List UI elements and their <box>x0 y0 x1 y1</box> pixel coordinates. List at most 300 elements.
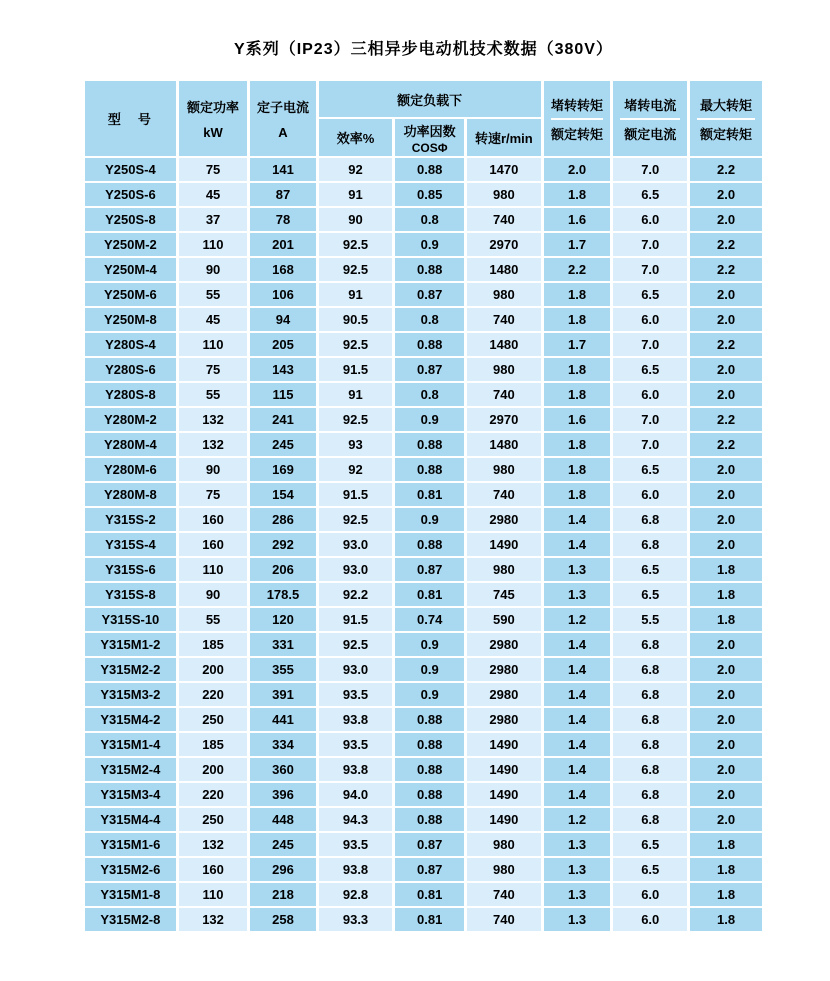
locked-torque-cell: 1.4 <box>544 708 611 731</box>
locked-current-cell: 7.0 <box>613 333 687 356</box>
model-cell: Y315M2-4 <box>85 758 176 781</box>
efficiency-cell: 93.5 <box>319 833 393 856</box>
rated-power-cell: 160 <box>179 858 248 881</box>
locked-current-cell: 5.5 <box>613 608 687 631</box>
max-torque-cell: 2.0 <box>690 683 762 706</box>
header-locked-torque-denominator: 额定转矩 <box>551 126 604 142</box>
stator-current-cell: 355 <box>250 658 315 681</box>
stator-current-cell: 286 <box>250 508 315 531</box>
speed-cell: 980 <box>467 183 541 206</box>
page <box>82 0 765 933</box>
max-torque-cell: 2.2 <box>690 333 762 356</box>
page-title: Y系列（IP23）三相异步电动机技术数据（380V） <box>234 41 613 58</box>
rated-power-cell: 110 <box>179 883 248 906</box>
speed-cell: 980 <box>467 458 541 481</box>
model-cell: Y280M-2 <box>85 408 176 431</box>
header-model: 型 号 <box>85 81 176 156</box>
efficiency-cell: 93.5 <box>319 733 393 756</box>
max-torque-cell: 1.8 <box>690 558 762 581</box>
locked-torque-cell: 1.2 <box>544 608 611 631</box>
speed-cell: 1490 <box>467 783 541 806</box>
power-factor-cell: 0.88 <box>395 433 464 456</box>
locked-current-cell: 7.0 <box>613 433 687 456</box>
rated-power-cell: 160 <box>179 533 248 556</box>
model-cell: Y315M2-2 <box>85 658 176 681</box>
table-row <box>85 408 762 431</box>
stator-current-cell: 106 <box>250 283 315 306</box>
locked-torque-cell: 1.4 <box>544 758 611 781</box>
table-row <box>85 658 762 681</box>
efficiency-cell: 93.0 <box>319 658 393 681</box>
table-row <box>85 733 762 756</box>
efficiency-cell: 93.8 <box>319 758 393 781</box>
stator-current-cell: 168 <box>250 258 315 281</box>
power-factor-cell: 0.9 <box>395 683 464 706</box>
motor-data-table <box>82 79 765 933</box>
power-factor-cell: 0.9 <box>395 508 464 531</box>
model-cell: Y280S-4 <box>85 333 176 356</box>
locked-torque-cell: 1.6 <box>544 408 611 431</box>
header-locked-current-ratio <box>613 81 687 156</box>
stator-current-cell: 201 <box>250 233 315 256</box>
table-row <box>85 383 762 406</box>
stator-current-cell: 245 <box>250 433 315 456</box>
rated-power-cell: 220 <box>179 783 248 806</box>
power-factor-cell: 0.88 <box>395 758 464 781</box>
model-cell: Y315M1-6 <box>85 833 176 856</box>
power-factor-cell: 0.87 <box>395 558 464 581</box>
rated-power-cell: 45 <box>179 183 248 206</box>
speed-cell: 980 <box>467 858 541 881</box>
speed-cell: 745 <box>467 583 541 606</box>
model-cell: Y250S-6 <box>85 183 176 206</box>
model-cell: Y315M3-2 <box>85 683 176 706</box>
table-row <box>85 433 762 456</box>
locked-current-cell: 6.5 <box>613 283 687 306</box>
rated-power-cell: 132 <box>179 408 248 431</box>
model-cell: Y280S-6 <box>85 358 176 381</box>
power-factor-cell: 0.81 <box>395 483 464 506</box>
table-row <box>85 683 762 706</box>
locked-torque-cell: 1.4 <box>544 533 611 556</box>
stator-current-cell: 292 <box>250 533 315 556</box>
max-torque-cell: 2.0 <box>690 308 762 331</box>
rated-power-cell: 75 <box>179 358 248 381</box>
stator-current-cell: 245 <box>250 833 315 856</box>
header-locked-current-denominator: 额定电流 <box>624 126 677 142</box>
table-row <box>85 608 762 631</box>
locked-current-cell: 6.8 <box>613 533 687 556</box>
stator-current-cell: 206 <box>250 558 315 581</box>
rated-power-cell: 132 <box>179 908 248 931</box>
max-torque-cell: 1.8 <box>690 858 762 881</box>
model-cell: Y315M2-8 <box>85 908 176 931</box>
stator-current-cell: 78 <box>250 208 315 231</box>
power-factor-cell: 0.88 <box>395 708 464 731</box>
speed-cell: 980 <box>467 358 541 381</box>
header-stator-current-label: 定子电流 <box>256 100 309 115</box>
speed-cell: 1490 <box>467 808 541 831</box>
model-cell: Y280S-8 <box>85 383 176 406</box>
speed-cell: 2980 <box>467 508 541 531</box>
speed-cell: 2980 <box>467 683 541 706</box>
locked-current-cell: 6.8 <box>613 683 687 706</box>
rated-power-cell: 37 <box>179 208 248 231</box>
locked-torque-cell: 1.3 <box>544 583 611 606</box>
power-factor-cell: 0.88 <box>395 533 464 556</box>
max-torque-cell: 1.8 <box>690 583 762 606</box>
locked-current-cell: 6.0 <box>613 208 687 231</box>
efficiency-cell: 92.5 <box>319 508 393 531</box>
max-torque-cell: 2.2 <box>690 408 762 431</box>
power-factor-cell: 0.81 <box>395 908 464 931</box>
max-torque-cell: 2.0 <box>690 458 762 481</box>
speed-cell: 1480 <box>467 333 541 356</box>
power-factor-cell: 0.9 <box>395 633 464 656</box>
table-row <box>85 533 762 556</box>
locked-current-cell: 6.5 <box>613 183 687 206</box>
locked-torque-cell: 1.4 <box>544 783 611 806</box>
rated-power-cell: 90 <box>179 258 248 281</box>
locked-current-cell: 6.5 <box>613 458 687 481</box>
header-speed: 转速r/min <box>467 119 541 156</box>
speed-cell: 2980 <box>467 658 541 681</box>
stator-current-cell: 115 <box>250 383 315 406</box>
efficiency-cell: 92 <box>319 458 393 481</box>
locked-torque-cell: 1.8 <box>544 433 611 456</box>
table-row <box>85 758 762 781</box>
max-torque-cell: 1.8 <box>690 608 762 631</box>
efficiency-cell: 93 <box>319 433 393 456</box>
locked-torque-cell: 1.4 <box>544 733 611 756</box>
locked-torque-cell: 1.6 <box>544 208 611 231</box>
model-cell: Y315S-10 <box>85 608 176 631</box>
rated-power-cell: 75 <box>179 483 248 506</box>
stator-current-cell: 241 <box>250 408 315 431</box>
rated-power-cell: 110 <box>179 558 248 581</box>
locked-torque-cell: 1.8 <box>544 483 611 506</box>
table-body <box>85 158 762 931</box>
efficiency-cell: 92.5 <box>319 408 393 431</box>
max-torque-cell: 1.8 <box>690 833 762 856</box>
header-rated-power-unit: kW <box>203 125 223 140</box>
power-factor-cell: 0.74 <box>395 608 464 631</box>
efficiency-cell: 92 <box>319 158 393 181</box>
locked-torque-cell: 1.4 <box>544 508 611 531</box>
locked-torque-cell: 1.3 <box>544 908 611 931</box>
model-cell: Y250M-6 <box>85 283 176 306</box>
efficiency-cell: 92.5 <box>319 258 393 281</box>
rated-power-cell: 90 <box>179 458 248 481</box>
max-torque-cell: 2.0 <box>690 483 762 506</box>
locked-torque-cell: 1.3 <box>544 558 611 581</box>
speed-cell: 740 <box>467 908 541 931</box>
efficiency-cell: 91.5 <box>319 358 393 381</box>
rated-power-cell: 200 <box>179 758 248 781</box>
max-torque-cell: 2.0 <box>690 633 762 656</box>
table-row <box>85 158 762 181</box>
model-cell: Y315M4-4 <box>85 808 176 831</box>
table-row <box>85 483 762 506</box>
speed-cell: 740 <box>467 383 541 406</box>
model-cell: Y315S-4 <box>85 533 176 556</box>
max-torque-cell: 2.2 <box>690 258 762 281</box>
max-torque-cell: 1.8 <box>690 883 762 906</box>
max-torque-cell: 2.0 <box>690 383 762 406</box>
locked-torque-cell: 1.8 <box>544 358 611 381</box>
header-rated-power-label: 额定功率 <box>187 100 240 115</box>
stator-current-cell: 154 <box>250 483 315 506</box>
efficiency-cell: 92.8 <box>319 883 393 906</box>
max-torque-cell: 1.8 <box>690 908 762 931</box>
header-stator-current-unit: A <box>278 125 288 140</box>
max-torque-cell: 2.0 <box>690 758 762 781</box>
model-cell: Y250S-4 <box>85 158 176 181</box>
locked-current-cell: 6.0 <box>613 908 687 931</box>
model-cell: Y250M-2 <box>85 233 176 256</box>
model-cell: Y315M1-8 <box>85 883 176 906</box>
locked-current-cell: 6.0 <box>613 483 687 506</box>
model-cell: Y250M-4 <box>85 258 176 281</box>
locked-current-cell: 6.5 <box>613 358 687 381</box>
header-max-torque-numerator: 最大转矩 <box>697 95 755 120</box>
locked-torque-cell: 1.8 <box>544 283 611 306</box>
locked-torque-cell: 2.0 <box>544 158 611 181</box>
table-row <box>85 908 762 931</box>
model-cell: Y315S-2 <box>85 508 176 531</box>
stator-current-cell: 205 <box>250 333 315 356</box>
locked-current-cell: 6.8 <box>613 808 687 831</box>
stator-current-cell: 141 <box>250 158 315 181</box>
model-cell: Y315M3-4 <box>85 783 176 806</box>
table-row <box>85 183 762 206</box>
header-efficiency: 效率% <box>319 119 393 156</box>
stator-current-cell: 441 <box>250 708 315 731</box>
locked-current-cell: 7.0 <box>613 233 687 256</box>
stator-current-cell: 218 <box>250 883 315 906</box>
locked-torque-cell: 1.3 <box>544 858 611 881</box>
rated-power-cell: 110 <box>179 333 248 356</box>
header-rated-load-group: 额定负载下 <box>319 81 541 117</box>
speed-cell: 980 <box>467 558 541 581</box>
rated-power-cell: 75 <box>179 158 248 181</box>
efficiency-cell: 94.3 <box>319 808 393 831</box>
power-factor-cell: 0.88 <box>395 733 464 756</box>
stator-current-cell: 331 <box>250 633 315 656</box>
locked-torque-cell: 2.2 <box>544 258 611 281</box>
table-row <box>85 283 762 306</box>
efficiency-cell: 91.5 <box>319 483 393 506</box>
power-factor-cell: 0.87 <box>395 833 464 856</box>
table-header <box>85 81 762 156</box>
stator-current-cell: 296 <box>250 858 315 881</box>
locked-current-cell: 6.0 <box>613 308 687 331</box>
table-row <box>85 583 762 606</box>
locked-current-cell: 6.8 <box>613 658 687 681</box>
max-torque-cell: 2.0 <box>690 708 762 731</box>
table-row <box>85 708 762 731</box>
speed-cell: 980 <box>467 833 541 856</box>
locked-current-cell: 6.5 <box>613 858 687 881</box>
power-factor-cell: 0.87 <box>395 358 464 381</box>
model-cell: Y315M4-2 <box>85 708 176 731</box>
locked-current-cell: 6.5 <box>613 583 687 606</box>
rated-power-cell: 90 <box>179 583 248 606</box>
header-power-factor-label: 功率因数 <box>403 123 456 139</box>
max-torque-cell: 2.0 <box>690 183 762 206</box>
efficiency-cell: 93.0 <box>319 558 393 581</box>
table-row <box>85 883 762 906</box>
power-factor-cell: 0.87 <box>395 858 464 881</box>
max-torque-cell: 2.2 <box>690 158 762 181</box>
stator-current-cell: 169 <box>250 458 315 481</box>
model-cell: Y280M-6 <box>85 458 176 481</box>
table-row <box>85 333 762 356</box>
locked-current-cell: 7.0 <box>613 258 687 281</box>
locked-torque-cell: 1.2 <box>544 808 611 831</box>
efficiency-cell: 91 <box>319 183 393 206</box>
rated-power-cell: 250 <box>179 708 248 731</box>
table-row <box>85 783 762 806</box>
table-row <box>85 808 762 831</box>
power-factor-cell: 0.81 <box>395 583 464 606</box>
header-max-torque-ratio <box>690 81 762 156</box>
model-cell: Y315S-8 <box>85 583 176 606</box>
power-factor-cell: 0.88 <box>395 333 464 356</box>
model-cell: Y250S-8 <box>85 208 176 231</box>
speed-cell: 740 <box>467 483 541 506</box>
speed-cell: 2970 <box>467 233 541 256</box>
efficiency-cell: 93.8 <box>319 708 393 731</box>
stator-current-cell: 120 <box>250 608 315 631</box>
stator-current-cell: 94 <box>250 308 315 331</box>
max-torque-cell: 2.0 <box>690 808 762 831</box>
power-factor-cell: 0.85 <box>395 183 464 206</box>
power-factor-cell: 0.9 <box>395 658 464 681</box>
rated-power-cell: 132 <box>179 833 248 856</box>
efficiency-cell: 93.5 <box>319 683 393 706</box>
locked-torque-cell: 1.8 <box>544 308 611 331</box>
stator-current-cell: 396 <box>250 783 315 806</box>
speed-cell: 740 <box>467 883 541 906</box>
table-row <box>85 258 762 281</box>
locked-current-cell: 6.5 <box>613 558 687 581</box>
table-row <box>85 233 762 256</box>
header-locked-torque-numerator: 堵转转矩 <box>551 95 604 120</box>
max-torque-cell: 2.0 <box>690 283 762 306</box>
locked-current-cell: 6.0 <box>613 383 687 406</box>
locked-torque-cell: 1.3 <box>544 883 611 906</box>
header-rated-power <box>179 81 248 156</box>
stator-current-cell: 143 <box>250 358 315 381</box>
header-locked-current-numerator: 堵转电流 <box>620 95 680 120</box>
power-factor-cell: 0.88 <box>395 808 464 831</box>
model-cell: Y280M-4 <box>85 433 176 456</box>
locked-torque-cell: 1.4 <box>544 658 611 681</box>
speed-cell: 1480 <box>467 433 541 456</box>
efficiency-cell: 93.8 <box>319 858 393 881</box>
power-factor-cell: 0.8 <box>395 383 464 406</box>
speed-cell: 740 <box>467 208 541 231</box>
rated-power-cell: 55 <box>179 608 248 631</box>
efficiency-cell: 90 <box>319 208 393 231</box>
efficiency-cell: 90.5 <box>319 308 393 331</box>
speed-cell: 2980 <box>467 633 541 656</box>
header-locked-torque-ratio <box>544 81 611 156</box>
model-cell: Y315M2-6 <box>85 858 176 881</box>
max-torque-cell: 2.0 <box>690 658 762 681</box>
locked-current-cell: 7.0 <box>613 408 687 431</box>
stator-current-cell: 258 <box>250 908 315 931</box>
table-row <box>85 308 762 331</box>
power-factor-cell: 0.9 <box>395 233 464 256</box>
table-row <box>85 858 762 881</box>
rated-power-cell: 160 <box>179 508 248 531</box>
efficiency-cell: 91 <box>319 383 393 406</box>
speed-cell: 2970 <box>467 408 541 431</box>
max-torque-cell: 2.0 <box>690 783 762 806</box>
stator-current-cell: 391 <box>250 683 315 706</box>
efficiency-cell: 93.0 <box>319 533 393 556</box>
locked-current-cell: 6.0 <box>613 883 687 906</box>
table-row <box>85 833 762 856</box>
speed-cell: 1480 <box>467 258 541 281</box>
rated-power-cell: 200 <box>179 658 248 681</box>
max-torque-cell: 2.2 <box>690 233 762 256</box>
locked-current-cell: 7.0 <box>613 158 687 181</box>
locked-torque-cell: 1.4 <box>544 683 611 706</box>
speed-cell: 1490 <box>467 758 541 781</box>
model-cell: Y315M1-4 <box>85 733 176 756</box>
efficiency-cell: 92.2 <box>319 583 393 606</box>
max-torque-cell: 2.2 <box>690 433 762 456</box>
header-power-factor <box>395 119 464 156</box>
stator-current-cell: 178.5 <box>250 583 315 606</box>
locked-torque-cell: 1.3 <box>544 833 611 856</box>
locked-current-cell: 6.5 <box>613 833 687 856</box>
locked-current-cell: 6.8 <box>613 708 687 731</box>
speed-cell: 1490 <box>467 733 541 756</box>
efficiency-cell: 92.5 <box>319 233 393 256</box>
power-factor-cell: 0.81 <box>395 883 464 906</box>
table-row <box>85 208 762 231</box>
rated-power-cell: 220 <box>179 683 248 706</box>
locked-current-cell: 6.8 <box>613 633 687 656</box>
stator-current-cell: 87 <box>250 183 315 206</box>
power-factor-cell: 0.88 <box>395 783 464 806</box>
speed-cell: 1470 <box>467 158 541 181</box>
efficiency-cell: 92.5 <box>319 633 393 656</box>
table-row <box>85 458 762 481</box>
power-factor-cell: 0.88 <box>395 258 464 281</box>
speed-cell: 590 <box>467 608 541 631</box>
locked-current-cell: 6.8 <box>613 783 687 806</box>
rated-power-cell: 132 <box>179 433 248 456</box>
rated-power-cell: 55 <box>179 283 248 306</box>
header-max-torque-denominator: 额定转矩 <box>700 126 753 142</box>
model-cell: Y280M-8 <box>85 483 176 506</box>
max-torque-cell: 2.0 <box>690 208 762 231</box>
efficiency-cell: 92.5 <box>319 333 393 356</box>
locked-torque-cell: 1.8 <box>544 183 611 206</box>
power-factor-cell: 0.8 <box>395 308 464 331</box>
power-factor-cell: 0.8 <box>395 208 464 231</box>
header-stator-current <box>250 81 315 156</box>
speed-cell: 1490 <box>467 533 541 556</box>
efficiency-cell: 93.3 <box>319 908 393 931</box>
locked-torque-cell: 1.8 <box>544 383 611 406</box>
power-factor-cell: 0.9 <box>395 408 464 431</box>
